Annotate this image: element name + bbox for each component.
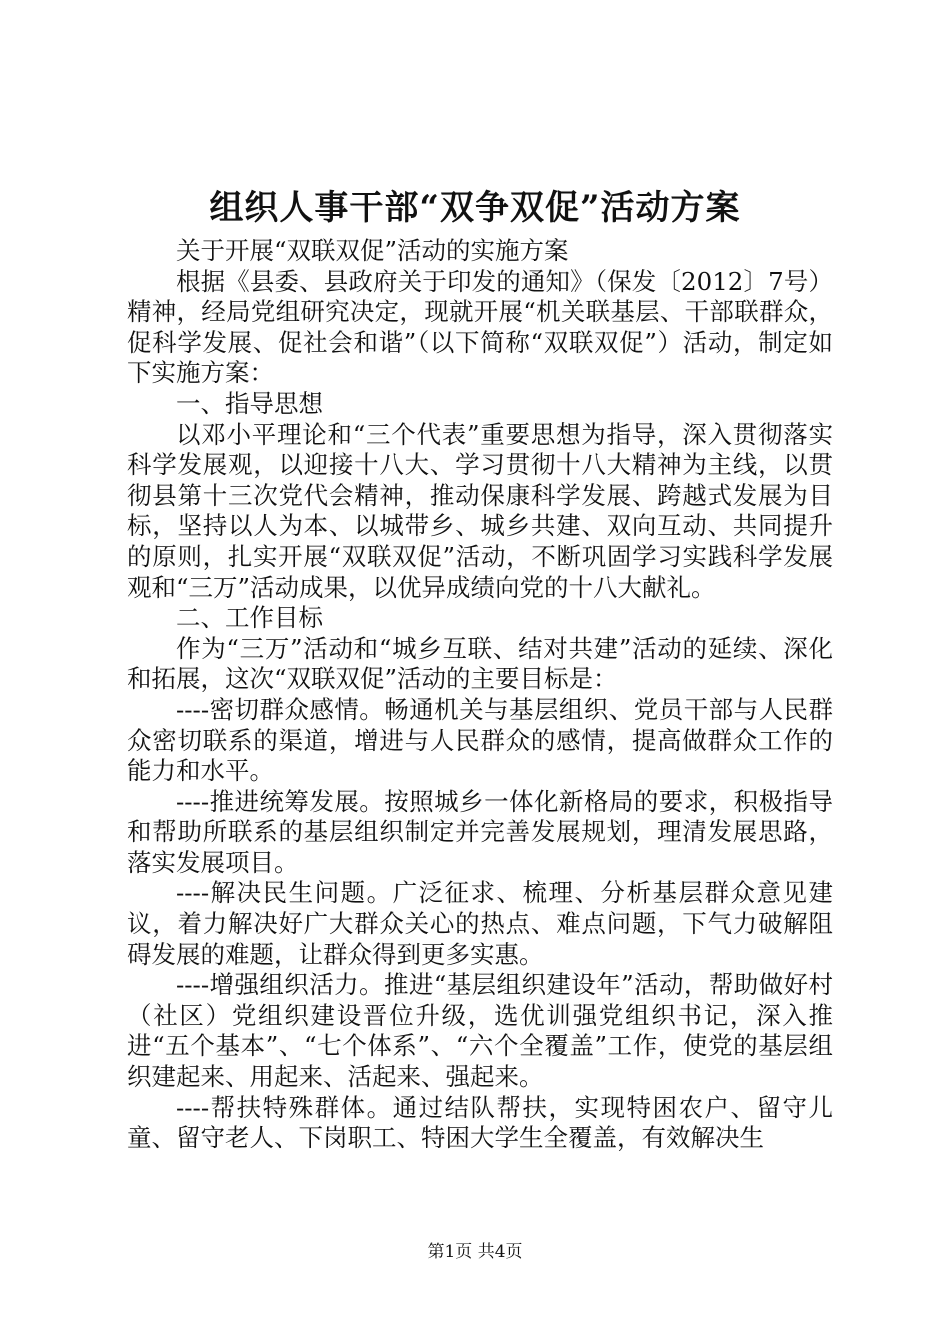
paragraph-goal-4: ----增强组织活力。推进“基层组织建设年”活动，帮助做好村（社区）党组织建设晋位升级，选优训强党组织书记，深入推进“五个基本”、“七个体系”、“六个全覆盖”工作，使党的基层组织建起来、用起来、活起来、强起来。 [127, 970, 833, 1092]
paragraph-guiding-ideology: 以邓小平理论和“三个代表”重要思想为指导，深入贯彻落实科学发展观，以迎接十八大、学习贯彻十八大精神为主线，以贯彻县第十三次党代会精神，推动保康科学发展、跨越式发展为目标，坚持以人为本、以城带乡、城乡共建、双向互动、共同提升的原则，扎实开展“双联双促”活动，不断巩固学习实践科学发展观和“三万”活动成果，以优异成绩向党的十八大献礼。 [127, 419, 833, 602]
section-heading-work-goals: 二、工作目标 [176, 603, 323, 633]
document-body [127, 236, 833, 1154]
paragraph-intro: 根据《县委、县政府关于印发的通知》（保发〔2012〕7号）精神，经局党组研究决定，现就开展“机关联基层、干部联群众，促科学发展、促社会和谐”（以下简称“双联双促”）活动，制定如下实施方案： [127, 266, 833, 388]
paragraph-goal-5: ----帮扶特殊群体。通过结队帮扶，实现特困农户、留守儿童、留守老人、下岗职工、特困大学生全覆盖，有效解决生 [127, 1092, 833, 1153]
section-heading-guiding-ideology: 一、指导思想 [176, 388, 323, 418]
paragraph-subtitle: 关于开展“双联双促”活动的实施方案 [176, 236, 569, 265]
paragraph-goal-1: ----密切群众感情。畅通机关与基层组织、党员干部与人民群众密切联系的渠道，增进与人民群众的感情，提高做群众工作的能力和水平。 [127, 694, 833, 786]
paragraph-goal-3: ----解决民生问题。广泛征求、梳理、分析基层群众意见建议，着力解决好广大群众关心的热点、难点问题，下气力破解阻碍发展的难题，让群众得到更多实惠。 [127, 878, 833, 969]
paragraph-work-goals: 作为“三万”活动和“城乡互联、结对共建”活动的延续、深化和拓展，这次“双联双促”活动的主要目标是： [127, 633, 833, 694]
paragraph-goal-2: ----推进统筹发展。按照城乡一体化新格局的要求，积极指导和帮助所联系的基层组织制定并完善发展规划，理清发展思路，落实发展项目。 [127, 786, 833, 877]
document-title: 组织人事干部“双争双促”活动方案 [209, 188, 741, 228]
page-footer: 第1页 共4页 [427, 1242, 523, 1262]
